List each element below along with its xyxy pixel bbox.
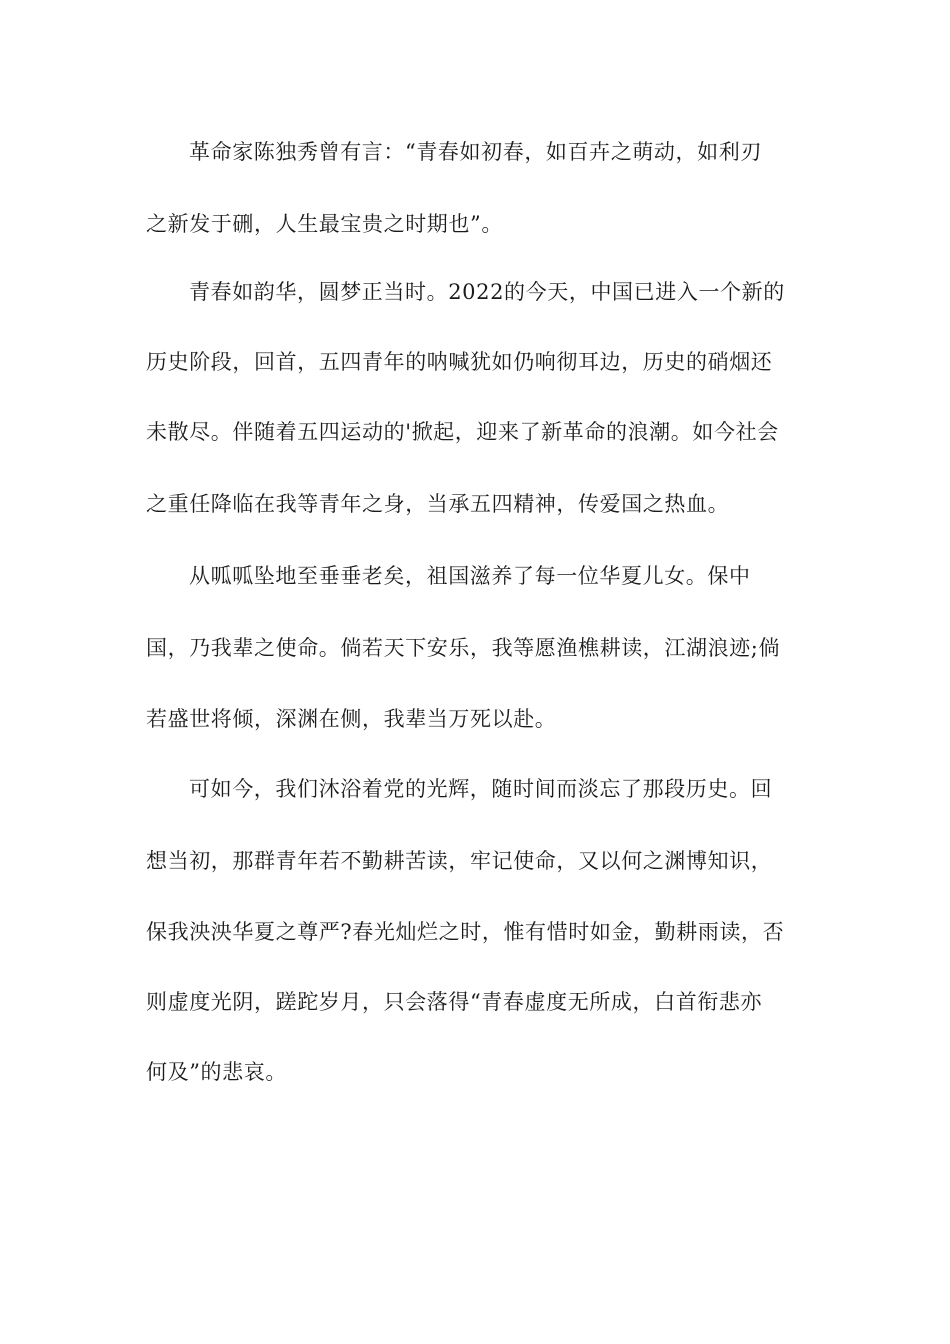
paragraph-1-line-1: 革命家陈独秀曾有言：“青春如初春，如百卉之萌动，如利刃 xyxy=(189,140,762,164)
paragraph-1-line-2: 之新发于硎，人生最宝贵之时期也”。 xyxy=(146,212,503,236)
paragraph-4-line-2: 想当初，那群青年若不勤耕苦读，牢记使命，又以何之渊博知识， xyxy=(146,849,773,873)
paragraph-2-line-1: 青春如韵华，圆梦正当时。2022的今天，中国已进入一个新的 xyxy=(189,280,785,304)
paragraph-3-line-2: 国，乃我辈之使命。倘若天下安乐，我等愿渔樵耕读，江湖浪迹;倘 xyxy=(146,636,781,660)
paragraph-4-line-1: 可如今，我们沐浴着党的光辉，随时间而淡忘了那段历史。回 xyxy=(189,777,773,801)
paragraph-3-line-3: 若盛世将倾，深渊在侧，我辈当万死以赴。 xyxy=(146,707,557,731)
paragraph-2-line-4: 之重任降临在我等青年之身，当承五四精神，传爱国之热血。 xyxy=(146,492,730,516)
paragraph-3-line-1: 从呱呱坠地至垂垂老矣，祖国滋养了每一位华夏儿女。保中 xyxy=(189,564,751,588)
paragraph-4-line-3: 保我泱泱华夏之尊严?春光灿烂之时，惟有惜时如金，勤耕雨读，否 xyxy=(146,920,785,944)
paragraph-2-line-2: 历史阶段，回首，五四青年的呐喊犹如仍响彻耳边，历史的硝烟还 xyxy=(146,350,773,374)
paragraph-4-line-5: 何及”的悲哀。 xyxy=(146,1060,287,1084)
paragraph-4-line-4: 则虚度光阴，蹉跎岁月，只会落得“青春虚度无所成，白首衔悲亦 xyxy=(146,990,763,1014)
paragraph-2-line-3: 未散尽。伴随着五四运动的'掀起，迎来了新革命的浪潮。如今社会 xyxy=(146,420,779,444)
